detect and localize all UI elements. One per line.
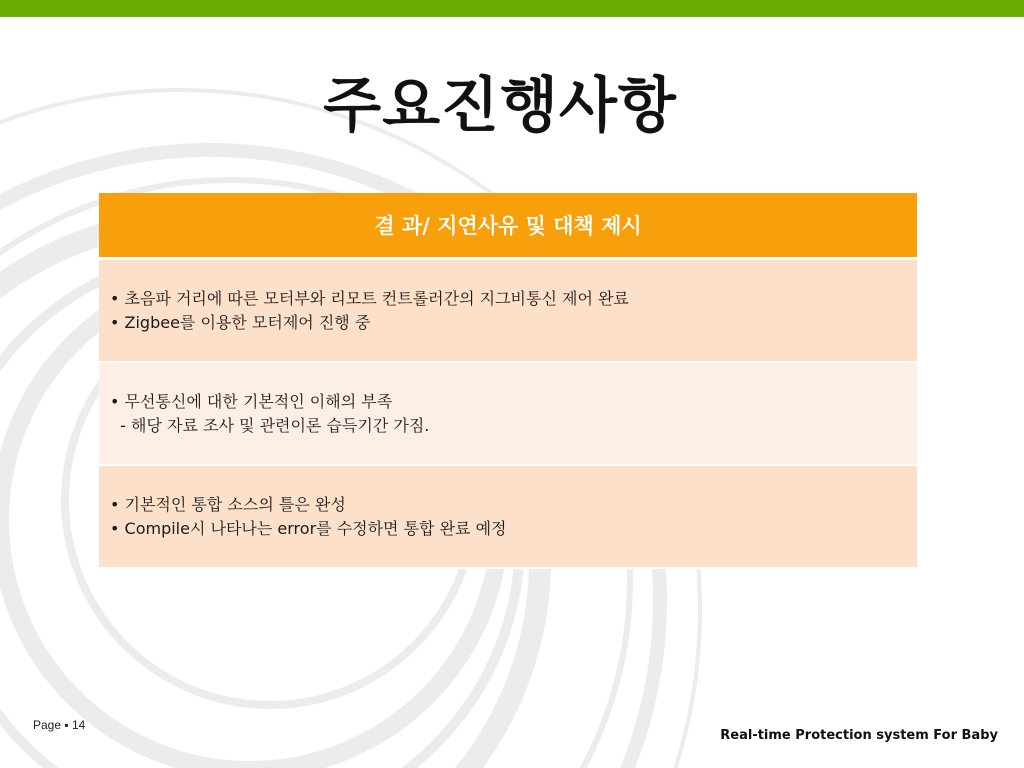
status-table — [99, 193, 917, 569]
table-row — [99, 363, 917, 466]
page-number: Page ▪ 14 — [33, 718, 86, 732]
table-row — [99, 260, 917, 363]
row-text-line: • Compile시 나타나는 error를 수정하면 통합 완료 예정 — [110, 518, 507, 538]
slide-title: 주요진행사항 — [323, 71, 677, 141]
row-text-line: - 해당 자료 조사 및 관련이론 습득기간 가짐. — [110, 415, 430, 435]
row-text-line: • 초음파 거리에 따른 모터부와 리모트 컨트롤러간의 지그비통신 제어 완료 — [110, 288, 629, 308]
row-text-line: • 무선통신에 대한 기본적인 이해의 부족 — [110, 391, 393, 411]
row-text-line: • 기본적인 통합 소스의 틀은 완성 — [110, 494, 346, 514]
table-row — [99, 466, 917, 569]
table-header: 결 과/ 지연사유 및 대책 제시 — [99, 193, 917, 260]
project-name: Real-time Protection system For Baby — [720, 728, 998, 743]
row-text-line: • Zigbee를 이용한 모터제어 진행 중 — [110, 312, 371, 332]
